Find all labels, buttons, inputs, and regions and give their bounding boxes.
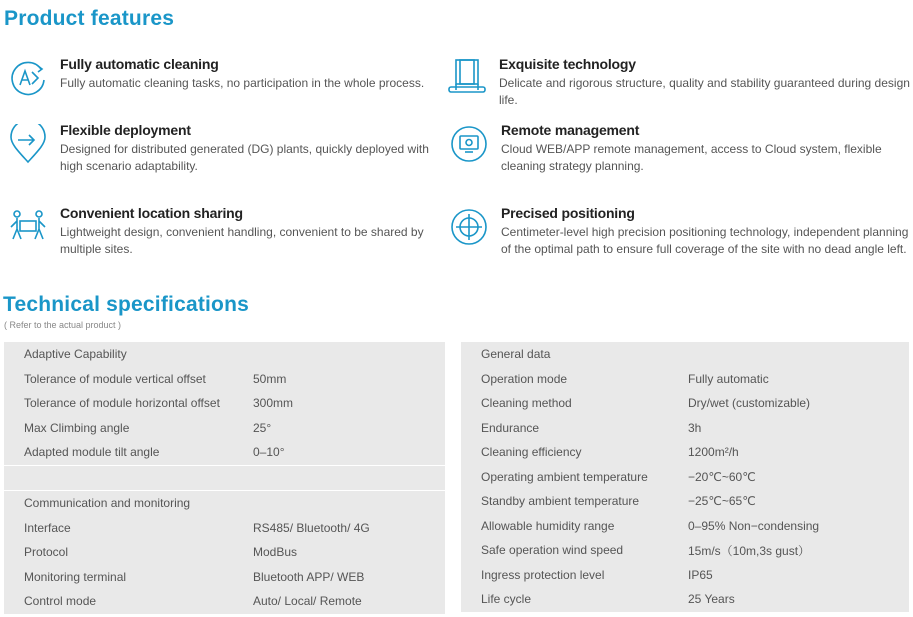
table-row <box>4 589 445 614</box>
feature-desc: Cloud WEB/APP remote management, access to Cloud system, flexible cleaning strategy planning. <box>501 142 882 173</box>
spec-label <box>4 465 253 491</box>
feature-flexible-deployment <box>8 124 448 184</box>
spec-value <box>253 342 445 367</box>
feature-title: Flexible deployment <box>60 122 191 138</box>
table-row <box>4 565 445 590</box>
feature-remote-management <box>449 124 911 184</box>
deployment-icon <box>8 124 48 164</box>
spec-value <box>253 465 445 491</box>
spec-value: Auto/ Local/ Remote <box>253 594 362 609</box>
spec-label: Protocol <box>24 545 69 560</box>
feature-title: Exquisite technology <box>499 56 636 72</box>
remote-management-icon <box>449 124 489 164</box>
product-features-title: Product features <box>4 7 175 30</box>
spec-value: −25℃~65℃ <box>688 494 756 509</box>
feature-desc: Fully automatic cleaning tasks, no participation in the whole process. <box>60 76 425 90</box>
spec-label: Communication and monitoring <box>4 491 253 516</box>
spec-label: Interface <box>24 520 71 535</box>
spec-value: 15m/s（10m,3s gust） <box>688 543 811 558</box>
specs-table-right <box>461 342 909 612</box>
feature-title: Convenient location sharing <box>60 205 243 221</box>
spec-label: Tolerance of module horizontal offset <box>24 396 220 411</box>
feature-exquisite-technology <box>447 58 912 118</box>
spec-label: Safe operation wind speed <box>481 543 624 558</box>
feature-desc: Designed for distributed generated (DG) plants, quickly deployed with high scenario adaptability. <box>60 142 429 173</box>
table-row <box>461 465 909 490</box>
positioning-icon <box>449 207 489 247</box>
spec-value: 0–95% Non−condensing <box>688 518 820 533</box>
table-row <box>4 342 445 367</box>
spec-value: IP65 <box>688 567 713 582</box>
spec-value <box>253 491 445 516</box>
technical-specifications-title: Technical specifications <box>3 293 249 316</box>
table-row <box>461 440 909 465</box>
spec-value: 50mm <box>253 371 287 386</box>
feature-precised-positioning <box>449 207 911 267</box>
technology-icon <box>447 58 487 98</box>
spec-label: Life cycle <box>481 592 532 607</box>
spec-value: Bluetooth APP/ WEB <box>253 569 365 584</box>
spec-value: Fully automatic <box>688 371 769 386</box>
spec-value: 25 Years <box>688 592 735 607</box>
spec-label: Endurance <box>481 420 540 435</box>
specs-note: ( Refer to the actual product ) <box>4 320 122 330</box>
table-row <box>461 587 909 612</box>
table-row <box>4 416 445 441</box>
table-row <box>4 491 445 516</box>
table-row <box>4 367 445 392</box>
feature-title: Remote management <box>501 122 640 138</box>
spec-label: Control mode <box>24 594 97 609</box>
auto-clean-icon <box>8 58 48 98</box>
spec-label: Monitoring terminal <box>24 569 127 584</box>
spec-value: 0–10° <box>253 445 285 460</box>
spec-value <box>688 342 909 367</box>
feature-title: Precised positioning <box>501 205 635 221</box>
feature-desc: Delicate and rigorous structure, quality and stability guaranteed during design life. <box>499 76 910 107</box>
feature-location-sharing <box>8 207 448 267</box>
table-row <box>461 563 909 588</box>
spec-value: −20℃~60℃ <box>688 469 756 484</box>
spec-label: Adapted module tilt angle <box>24 445 160 460</box>
spec-label: Operation mode <box>481 371 568 386</box>
spec-label: General data <box>481 347 551 362</box>
table-row <box>461 342 909 367</box>
spec-label: Operating ambient temperature <box>481 469 648 484</box>
specs-table-left <box>4 342 445 614</box>
feature-desc: Centimeter-level high precision positioning technology, independent planning of the optimal path to ensure full coverage of the site with no dead angle left. <box>501 225 909 256</box>
location-sharing-icon <box>8 207 48 247</box>
spec-label: Cleaning method <box>481 396 572 411</box>
table-row <box>461 367 909 392</box>
table-row <box>4 440 445 465</box>
table-row <box>461 489 909 514</box>
table-row <box>461 514 909 539</box>
table-row <box>4 391 445 416</box>
spec-label: Ingress protection level <box>481 567 605 582</box>
table-row <box>4 540 445 565</box>
spec-label: Standby ambient temperature <box>481 494 640 509</box>
spec-label: Max Climbing angle <box>24 420 130 435</box>
table-row <box>461 538 909 563</box>
spec-value: ModBus <box>253 545 298 560</box>
spec-value: 25° <box>253 420 272 435</box>
spec-label: Adaptive Capability <box>24 347 127 362</box>
spec-label: Tolerance of module vertical offset <box>24 371 206 386</box>
table-row <box>4 516 445 541</box>
spec-label: Cleaning efficiency <box>481 445 582 460</box>
spec-value: Dry/wet (customizable) <box>688 396 811 411</box>
table-row <box>461 391 909 416</box>
feature-desc: Lightweight design, convenient handling, convenient to be shared by multiple sites. <box>60 225 424 256</box>
spec-value: 300mm <box>253 396 294 411</box>
spec-value: RS485/ Bluetooth/ 4G <box>253 520 370 535</box>
feature-auto-cleaning <box>8 58 448 118</box>
feature-title: Fully automatic cleaning <box>60 56 219 72</box>
spec-value: 3h <box>688 420 702 435</box>
spec-label: Allowable humidity range <box>481 518 615 533</box>
table-row <box>461 416 909 441</box>
spec-value: 1200m²/h <box>688 445 739 460</box>
table-row <box>4 465 445 491</box>
